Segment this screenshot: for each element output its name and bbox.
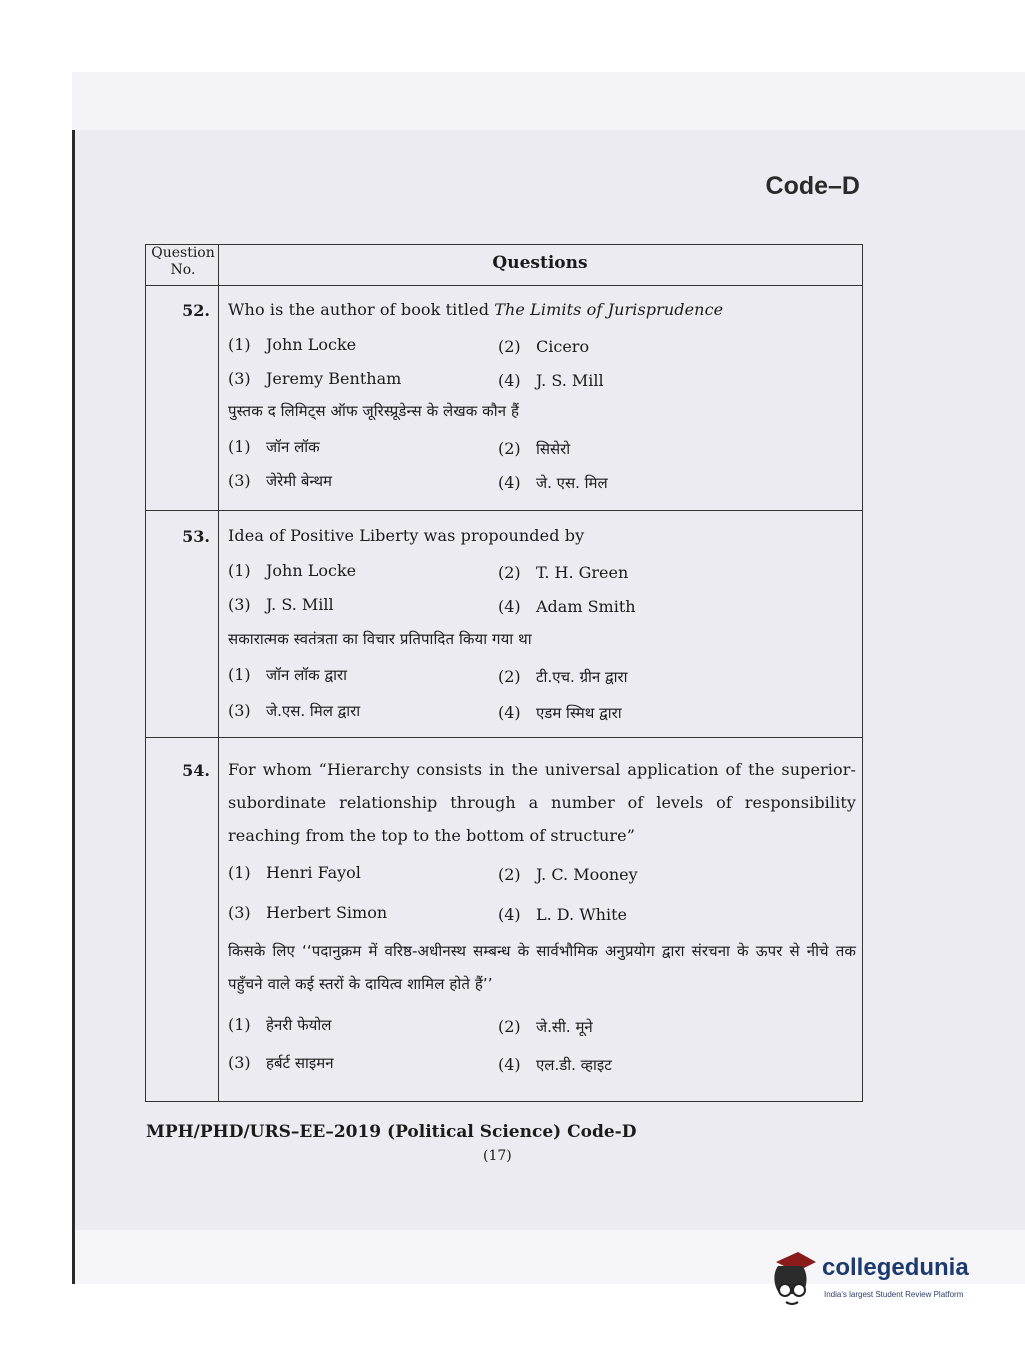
option-text: John Locke: [266, 335, 357, 354]
option-2-hi: [498, 439, 570, 459]
question-number: 53.: [182, 527, 210, 546]
option-1-hi: [228, 1015, 331, 1035]
option-number: (3): [228, 595, 251, 614]
scan-top-margin: [72, 72, 1025, 130]
option-1-hi: [228, 665, 347, 685]
question-table: [145, 244, 863, 1102]
option-1-en: [228, 335, 356, 354]
option-4-hi: [498, 703, 622, 723]
option-text: सिसेरो: [536, 440, 571, 458]
option-number: (4): [498, 371, 521, 390]
paper-code: Code–D: [765, 172, 860, 200]
option-number: (3): [228, 903, 251, 922]
option-text: J. S. Mill: [266, 595, 334, 614]
option-number: (2): [498, 865, 521, 884]
question-text-hi: पुस्तक द लिमिट्स ऑफ जूरिस्प्रूडेन्स के लेखक कौन हैं: [228, 402, 520, 420]
question-text-en: [228, 293, 856, 326]
option-text: जॉन लॉक: [266, 438, 320, 456]
column-header-qno-line2: No.: [170, 262, 196, 278]
question-text-en: Idea of Positive Liberty was propounded by: [228, 526, 585, 545]
option-text: एल.डी. व्हाइट: [536, 1056, 612, 1074]
option-2-hi: [498, 667, 628, 687]
option-number: (1): [228, 561, 251, 580]
option-number: (1): [228, 863, 251, 882]
column-header-qno: [148, 245, 218, 279]
option-number: (1): [228, 335, 251, 354]
option-3-en: [228, 595, 334, 614]
option-text: J. S. Mill: [536, 371, 604, 390]
book-title: The Limits of Jurisprudence: [494, 300, 724, 319]
option-2-en: [498, 337, 589, 356]
option-3-hi: [228, 471, 332, 491]
option-number: (3): [228, 369, 251, 388]
option-text: L. D. White: [536, 905, 627, 924]
option-number: (4): [498, 703, 521, 722]
exam-footer: MPH/PHD/URS–EE–2019 (Political Science) Code-D: [146, 1122, 637, 1142]
option-number: (2): [498, 563, 521, 582]
option-3-hi: [228, 1053, 334, 1073]
option-4-en: [498, 371, 604, 390]
option-text: Herbert Simon: [266, 903, 388, 922]
collegedunia-watermark: [768, 1248, 998, 1318]
question-number: 54.: [182, 761, 210, 780]
option-2-en: [498, 563, 628, 582]
option-text: Cicero: [536, 337, 590, 356]
row-divider: [146, 737, 862, 738]
option-1-hi: [228, 437, 320, 457]
option-number: (1): [228, 665, 251, 684]
option-text: John Locke: [266, 561, 357, 580]
column-divider: [218, 245, 219, 1101]
option-text: जे. एस. मिल: [536, 474, 608, 492]
option-number: (1): [228, 1015, 251, 1034]
question-number: 52.: [182, 301, 210, 320]
option-1-en: [228, 863, 361, 882]
option-number: (2): [498, 1017, 521, 1036]
option-number: (4): [498, 905, 521, 924]
option-3-en: [228, 369, 401, 388]
option-2-hi: [498, 1017, 593, 1037]
option-text: हेनरी फेयोल: [266, 1016, 332, 1034]
question-text-hi: किसके लिए ‘‘पदानुक्रम में वरिष्ठ-अधीनस्थ सम्बन्ध के सार्वभौमिक अनुप्रयोग द्वारा संरचना के ऊपर से नीचे तक पहुँचने वाले कई स्तरों के दायित्व शामिल होते हैं’’: [228, 942, 856, 993]
row-divider: [146, 510, 862, 511]
option-number: (4): [498, 1055, 521, 1074]
option-text: टी.एच. ग्रीन द्वारा: [536, 668, 628, 686]
option-number: (4): [498, 597, 521, 616]
option-text: जेरेमी बेन्थम: [266, 472, 333, 490]
option-4-hi: [498, 473, 608, 493]
header-divider: [146, 285, 862, 286]
option-number: (2): [498, 337, 521, 356]
option-3-hi: [228, 701, 360, 721]
brand-name: collegedunia: [822, 1254, 969, 1281]
option-2-en: [498, 865, 638, 884]
brand-tagline: India's largest Student Review Platform: [824, 1290, 964, 1299]
column-header-qno-line1: Question: [151, 245, 215, 261]
option-number: (3): [228, 1053, 251, 1072]
option-number: (4): [498, 473, 521, 492]
option-text: Henri Fayol: [266, 863, 361, 882]
option-4-hi: [498, 1055, 612, 1075]
option-text: हर्बर्ट साइमन: [266, 1054, 334, 1072]
option-number: (2): [498, 667, 521, 686]
option-text: Adam Smith: [536, 597, 636, 616]
option-text: Jeremy Bentham: [266, 369, 402, 388]
option-text: T. H. Green: [536, 563, 629, 582]
option-text: J. C. Mooney: [536, 865, 638, 884]
column-header-questions: Questions: [492, 253, 588, 273]
question-text-hi: सकारात्मक स्वतंत्रता का विचार प्रतिपादित किया गया था: [228, 630, 532, 648]
option-3-en: [228, 903, 387, 922]
option-4-en: [498, 597, 636, 616]
question-text-en: For whom “Hierarchy consists in the universal application of the superior-subordinate relationship through a number of levels of responsibility reaching from the top to the bottom of structure”: [228, 760, 856, 845]
option-number: (1): [228, 437, 251, 456]
question-text-prefix: Who is the author of book titled: [228, 300, 495, 319]
option-number: (2): [498, 439, 521, 458]
option-number: (3): [228, 701, 251, 720]
option-1-en: [228, 561, 356, 580]
option-number: (3): [228, 471, 251, 490]
option-text: जॉन लॉक द्वारा: [266, 666, 347, 684]
option-4-en: [498, 905, 627, 924]
page-number: (17): [483, 1148, 512, 1164]
option-text: एडम स्मिथ द्वारा: [536, 704, 622, 722]
student-mascot-icon: [768, 1250, 818, 1312]
option-text: जे.सी. मूने: [536, 1018, 593, 1036]
option-text: जे.एस. मिल द्वारा: [266, 702, 361, 720]
